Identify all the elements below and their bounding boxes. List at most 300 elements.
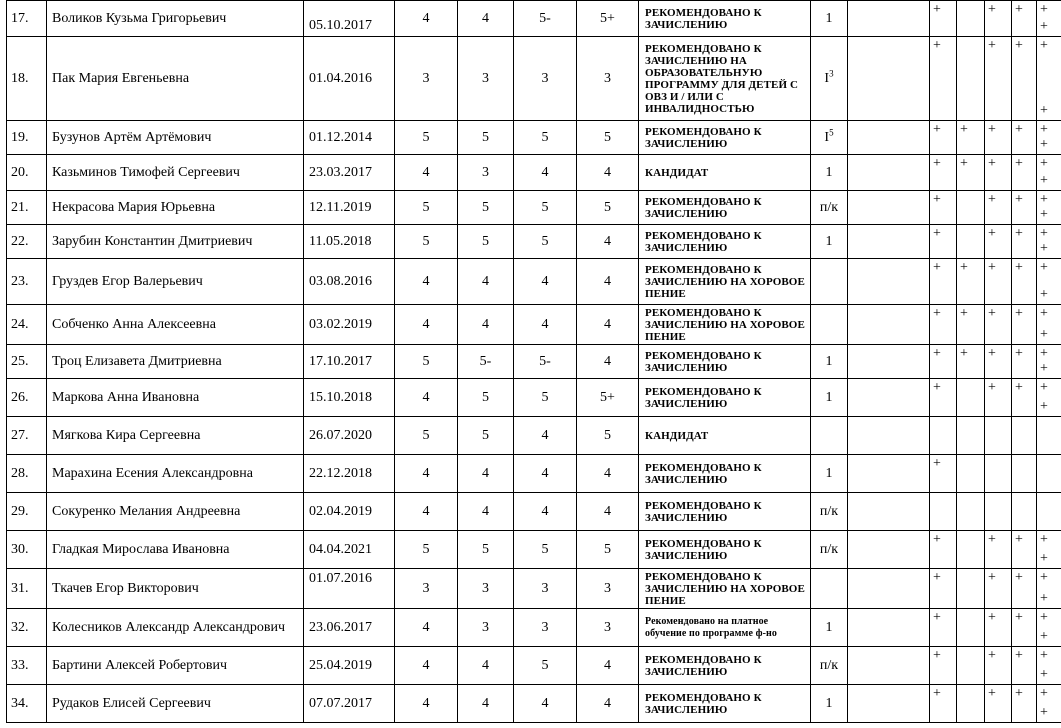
grade-1: 5: [395, 121, 458, 155]
plus-mark: +: [960, 260, 968, 275]
plus-mark: +: [933, 2, 941, 17]
mark-cell-5: [1037, 647, 1061, 685]
mark-cell-3: [985, 1, 1012, 37]
class-cell: [811, 305, 848, 345]
student-name: Марахина Есения Александровна: [47, 455, 304, 493]
grade-2: 4: [458, 493, 514, 531]
mark-cell-2: [957, 455, 985, 493]
class-superscript: 5: [829, 126, 834, 137]
row-number: 28.: [7, 455, 47, 493]
grade-3: 5: [514, 121, 577, 155]
grade-2: 3: [458, 569, 514, 609]
plus-mark: +: [1040, 705, 1048, 720]
birth-date: 22.12.2018: [304, 455, 395, 493]
grade-4: 4: [577, 685, 639, 723]
grade-3: 5-: [514, 345, 577, 379]
plus-mark: +: [1040, 122, 1048, 137]
birth-date: 03.02.2019: [304, 305, 395, 345]
mark-cell-1: [930, 1, 957, 37]
grade-2: 4: [458, 259, 514, 305]
grade-3: 5: [514, 379, 577, 417]
grade-1: 4: [395, 455, 458, 493]
table-row: [7, 1, 1061, 37]
plus-mark: +: [988, 346, 996, 361]
plus-mark: +: [988, 122, 996, 137]
table-row: [7, 685, 1061, 723]
grade-3: 5: [514, 531, 577, 569]
student-name: Пак Мария Евгеньевна: [47, 37, 304, 121]
class-cell: [811, 155, 848, 191]
plus-mark: +: [933, 610, 941, 625]
row-number: 27.: [7, 417, 47, 455]
birth-date: 01.07.2016: [304, 569, 395, 609]
grade-4: 4: [577, 259, 639, 305]
mark-cell-5: [1037, 225, 1061, 259]
grade-1: 5: [395, 417, 458, 455]
grade-4: 5+: [577, 379, 639, 417]
mark-cell-4: [1012, 685, 1037, 723]
mark-cell-4: [1012, 37, 1037, 121]
status-text: РЕКОМЕНДОВАНО К ЗАЧИСЛЕНИЮ: [639, 345, 811, 379]
mark-cell-1: [930, 225, 957, 259]
mark-cell-3: [985, 569, 1012, 609]
mark-cell-2: [957, 259, 985, 305]
plus-mark: +: [1040, 551, 1048, 566]
row-number: 31.: [7, 569, 47, 609]
grade-4: 4: [577, 647, 639, 685]
plus-mark: +: [933, 456, 941, 471]
table-body: [7, 1, 1061, 723]
class-cell: [811, 37, 848, 121]
empty-cell: [848, 609, 930, 647]
mark-cell-3: [985, 121, 1012, 155]
student-name: Ткачев Егор Викторович: [47, 569, 304, 609]
row-number: 33.: [7, 647, 47, 685]
plus-mark: +: [933, 346, 941, 361]
plus-mark: +: [1040, 629, 1048, 644]
mark-cell-2: [957, 609, 985, 647]
grade-4: 4: [577, 493, 639, 531]
birth-date: 02.04.2019: [304, 493, 395, 531]
plus-mark: +: [1040, 532, 1048, 547]
student-name: Гладкая Мирослава Ивановна: [47, 531, 304, 569]
mark-cell-5: [1037, 493, 1061, 531]
grade-3: 4: [514, 685, 577, 723]
table-row: [7, 37, 1061, 121]
grade-1: 5: [395, 225, 458, 259]
plus-mark: +: [1040, 137, 1048, 152]
student-name: Бартини Алексей Робертович: [47, 647, 304, 685]
grade-2: 4: [458, 1, 514, 37]
empty-cell: [848, 417, 930, 455]
mark-cell-4: [1012, 155, 1037, 191]
class-value: п/к: [819, 503, 839, 519]
plus-mark: +: [933, 122, 941, 137]
status-text: РЕКОМЕНДОВАНО К ЗАЧИСЛЕНИЮ: [639, 379, 811, 417]
status-text: РЕКОМЕНДОВАНО К ЗАЧИСЛЕНИЮ НА ХОРОВОЕ ПЕНИЕ: [639, 259, 811, 305]
grade-3: 5: [514, 647, 577, 685]
mark-cell-5: [1037, 569, 1061, 609]
birth-date: 11.05.2018: [304, 225, 395, 259]
status-text: РЕКОМЕНДОВАНО К ЗАЧИСЛЕНИЮ: [639, 685, 811, 723]
plus-mark: +: [1040, 361, 1048, 376]
table-row: [7, 121, 1061, 155]
class-cell: [811, 379, 848, 417]
plus-mark: +: [933, 38, 941, 53]
mark-cell-4: [1012, 609, 1037, 647]
mark-cell-3: [985, 531, 1012, 569]
mark-cell-3: [985, 155, 1012, 191]
student-name: Рудаков Елисей Сергеевич: [47, 685, 304, 723]
student-name: Воликов Кузьма Григорьевич: [47, 1, 304, 37]
grade-2: 5: [458, 191, 514, 225]
mark-cell-5: [1037, 191, 1061, 225]
class-value: 1: [825, 389, 833, 405]
table-row: [7, 647, 1061, 685]
mark-cell-2: [957, 685, 985, 723]
student-name: Собченко Анна Алексеевна: [47, 305, 304, 345]
status-text: РЕКОМЕНДОВАНО К ЗАЧИСЛЕНИЮ НА ОБРАЗОВАТЕЛЬНУЮ ПРОГРАММУ ДЛЯ ДЕТЕЙ С ОВЗ И / ИЛИ С ИНВАЛИДНОСТЬЮ: [639, 37, 811, 121]
class-cell: [811, 685, 848, 723]
mark-cell-2: [957, 345, 985, 379]
mark-cell-1: [930, 531, 957, 569]
empty-cell: [848, 493, 930, 531]
row-number: 17.: [7, 1, 47, 37]
grade-4: 3: [577, 37, 639, 121]
mark-cell-3: [985, 647, 1012, 685]
plus-mark: +: [1015, 380, 1023, 395]
grade-1: 4: [395, 259, 458, 305]
class-value: 1: [825, 619, 833, 635]
grade-2: 4: [458, 305, 514, 345]
mark-cell-5: [1037, 531, 1061, 569]
plus-mark: +: [933, 226, 941, 241]
plus-mark: +: [960, 156, 968, 171]
row-number: 19.: [7, 121, 47, 155]
mark-cell-2: [957, 305, 985, 345]
class-value: п/к: [819, 199, 839, 215]
grade-4: 5: [577, 191, 639, 225]
mark-cell-1: [930, 379, 957, 417]
mark-cell-1: [930, 37, 957, 121]
mark-cell-2: [957, 647, 985, 685]
class-value: п/к: [819, 541, 839, 557]
grade-2: 5: [458, 379, 514, 417]
grade-4: 5: [577, 121, 639, 155]
mark-cell-5: [1037, 259, 1061, 305]
mark-cell-1: [930, 493, 957, 531]
class-cell: [811, 531, 848, 569]
mark-cell-1: [930, 155, 957, 191]
table-row: [7, 569, 1061, 609]
empty-cell: [848, 685, 930, 723]
row-number: 23.: [7, 259, 47, 305]
grade-4: 3: [577, 609, 639, 647]
plus-mark: +: [1040, 103, 1048, 118]
mark-cell-1: [930, 455, 957, 493]
status-text: КАНДИДАТ: [639, 417, 811, 455]
plus-mark: +: [1015, 260, 1023, 275]
empty-cell: [848, 121, 930, 155]
mark-cell-4: [1012, 569, 1037, 609]
mark-cell-2: [957, 417, 985, 455]
plus-mark: +: [960, 306, 968, 321]
birth-date: 25.04.2019: [304, 647, 395, 685]
table-row: [7, 455, 1061, 493]
grade-1: 3: [395, 569, 458, 609]
mark-cell-3: [985, 493, 1012, 531]
mark-cell-5: [1037, 609, 1061, 647]
empty-cell: [848, 37, 930, 121]
grade-2: 5: [458, 225, 514, 259]
table-row: [7, 345, 1061, 379]
plus-mark: +: [1015, 686, 1023, 701]
row-number: 24.: [7, 305, 47, 345]
grade-2: 4: [458, 455, 514, 493]
plus-mark: +: [1040, 2, 1048, 17]
plus-mark: +: [1040, 306, 1048, 321]
status-text: РЕКОМЕНДОВАНО К ЗАЧИСЛЕНИЮ НА ХОРОВОЕ ПЕНИЕ: [639, 569, 811, 609]
plus-mark: +: [988, 226, 996, 241]
mark-cell-1: [930, 191, 957, 225]
status-text: Рекомендовано на платное обучение по программе ф-но: [639, 609, 811, 647]
class-value: I: [824, 70, 830, 86]
plus-mark: +: [933, 156, 941, 171]
table-row: [7, 305, 1061, 345]
enrollment-table: [6, 0, 1061, 723]
class-cell: [811, 647, 848, 685]
grade-3: 4: [514, 493, 577, 531]
plus-mark: +: [1015, 192, 1023, 207]
class-cell: [811, 225, 848, 259]
mark-cell-5: [1037, 455, 1061, 493]
grade-1: 4: [395, 379, 458, 417]
mark-cell-1: [930, 305, 957, 345]
empty-cell: [848, 155, 930, 191]
mark-cell-5: [1037, 379, 1061, 417]
grade-2: 5: [458, 417, 514, 455]
grade-1: 3: [395, 37, 458, 121]
student-name: Маркова Анна Ивановна: [47, 379, 304, 417]
mark-cell-4: [1012, 379, 1037, 417]
status-text: КАНДИДАТ: [639, 155, 811, 191]
birth-date: 04.04.2021: [304, 531, 395, 569]
status-text: РЕКОМЕНДОВАНО К ЗАЧИСЛЕНИЮ: [639, 455, 811, 493]
mark-cell-4: [1012, 191, 1037, 225]
plus-mark: +: [1040, 207, 1048, 222]
mark-cell-3: [985, 417, 1012, 455]
grade-3: 4: [514, 259, 577, 305]
plus-mark: +: [1040, 591, 1048, 606]
mark-cell-3: [985, 455, 1012, 493]
mark-cell-3: [985, 345, 1012, 379]
mark-cell-3: [985, 305, 1012, 345]
grade-4: 4: [577, 225, 639, 259]
student-name: Колесников Александр Александрович: [47, 609, 304, 647]
plus-mark: +: [1040, 380, 1048, 395]
class-cell: [811, 259, 848, 305]
mark-cell-2: [957, 155, 985, 191]
plus-mark: +: [933, 532, 941, 547]
grade-3: 3: [514, 569, 577, 609]
plus-mark: +: [933, 306, 941, 321]
birth-date: 23.06.2017: [304, 609, 395, 647]
class-value: 1: [825, 10, 833, 26]
empty-cell: [848, 531, 930, 569]
plus-mark: +: [1015, 570, 1023, 585]
mark-cell-1: [930, 121, 957, 155]
plus-mark: +: [1040, 156, 1048, 171]
grade-2: 3: [458, 155, 514, 191]
status-text: РЕКОМЕНДОВАНО К ЗАЧИСЛЕНИЮ: [639, 647, 811, 685]
class-value: 1: [825, 164, 833, 180]
class-cell: [811, 493, 848, 531]
mark-cell-5: [1037, 685, 1061, 723]
plus-mark: +: [1040, 570, 1048, 585]
grade-1: 4: [395, 609, 458, 647]
mark-cell-2: [957, 493, 985, 531]
grade-3: 5: [514, 191, 577, 225]
grade-4: 4: [577, 455, 639, 493]
row-number: 20.: [7, 155, 47, 191]
grade-1: 4: [395, 493, 458, 531]
plus-mark: +: [933, 686, 941, 701]
class-value: 1: [825, 233, 833, 249]
grade-3: 5: [514, 225, 577, 259]
grade-2: 3: [458, 609, 514, 647]
mark-cell-2: [957, 191, 985, 225]
empty-cell: [848, 345, 930, 379]
mark-cell-2: [957, 121, 985, 155]
mark-cell-4: [1012, 1, 1037, 37]
plus-mark: +: [1015, 156, 1023, 171]
mark-cell-3: [985, 609, 1012, 647]
plus-mark: +: [1040, 648, 1048, 663]
grade-1: 4: [395, 1, 458, 37]
status-text: РЕКОМЕНДОВАНО К ЗАЧИСЛЕНИЮ: [639, 225, 811, 259]
grade-1: 4: [395, 647, 458, 685]
mark-cell-2: [957, 225, 985, 259]
mark-cell-5: [1037, 417, 1061, 455]
table-row: [7, 609, 1061, 647]
grade-2: 3: [458, 37, 514, 121]
mark-cell-4: [1012, 225, 1037, 259]
class-cell: [811, 417, 848, 455]
mark-cell-3: [985, 685, 1012, 723]
plus-mark: +: [988, 2, 996, 17]
mark-cell-1: [930, 609, 957, 647]
plus-mark: +: [988, 610, 996, 625]
birth-date: 01.12.2014: [304, 121, 395, 155]
plus-mark: +: [1040, 192, 1048, 207]
table-row: [7, 531, 1061, 569]
mark-cell-3: [985, 37, 1012, 121]
grade-4: 4: [577, 305, 639, 345]
plus-mark: +: [933, 648, 941, 663]
mark-cell-4: [1012, 455, 1037, 493]
empty-cell: [848, 305, 930, 345]
table-row: [7, 259, 1061, 305]
class-cell: [811, 1, 848, 37]
plus-mark: +: [933, 260, 941, 275]
grade-3: 3: [514, 609, 577, 647]
mark-cell-1: [930, 345, 957, 379]
mark-cell-2: [957, 379, 985, 417]
mark-cell-2: [957, 1, 985, 37]
class-value: I: [824, 129, 830, 145]
student-name: Груздев Егор Валерьевич: [47, 259, 304, 305]
row-number: 26.: [7, 379, 47, 417]
grade-2: 4: [458, 685, 514, 723]
grade-2: 4: [458, 647, 514, 685]
grade-3: 3: [514, 37, 577, 121]
grade-3: 5-: [514, 1, 577, 37]
plus-mark: +: [1040, 19, 1048, 34]
plus-mark: +: [1015, 226, 1023, 241]
mark-cell-3: [985, 259, 1012, 305]
mark-cell-1: [930, 647, 957, 685]
status-text: РЕКОМЕНДОВАНО К ЗАЧИСЛЕНИЮ: [639, 493, 811, 531]
class-superscript: 3: [829, 67, 834, 78]
row-number: 21.: [7, 191, 47, 225]
student-name: Бузунов Артём Артёмович: [47, 121, 304, 155]
empty-cell: [848, 569, 930, 609]
student-name: Мягкова Кира Сергеевна: [47, 417, 304, 455]
empty-cell: [848, 225, 930, 259]
birth-date: 07.07.2017: [304, 685, 395, 723]
mark-cell-1: [930, 417, 957, 455]
mark-cell-5: [1037, 305, 1061, 345]
mark-cell-1: [930, 685, 957, 723]
empty-cell: [848, 1, 930, 37]
table-row: [7, 225, 1061, 259]
mark-cell-1: [930, 569, 957, 609]
plus-mark: +: [933, 380, 941, 395]
birth-date: 03.08.2016: [304, 259, 395, 305]
birth-date: 05.10.2017: [304, 1, 395, 37]
birth-date: 12.11.2019: [304, 191, 395, 225]
mark-cell-5: [1037, 345, 1061, 379]
student-name: Троц Елизавета Дмитриевна: [47, 345, 304, 379]
table-row: [7, 379, 1061, 417]
mark-cell-4: [1012, 345, 1037, 379]
grade-4: 4: [577, 345, 639, 379]
plus-mark: +: [1040, 610, 1048, 625]
grade-2: 5: [458, 531, 514, 569]
mark-cell-4: [1012, 121, 1037, 155]
grade-4: 5+: [577, 1, 639, 37]
grade-1: 4: [395, 155, 458, 191]
grade-4: 3: [577, 569, 639, 609]
class-value: 1: [825, 465, 833, 481]
mark-cell-2: [957, 37, 985, 121]
student-name: Зарубин Константин Дмитриевич: [47, 225, 304, 259]
class-cell: [811, 609, 848, 647]
mark-cell-4: [1012, 305, 1037, 345]
plus-mark: +: [988, 648, 996, 663]
class-value: п/к: [819, 657, 839, 673]
grade-4: 5: [577, 417, 639, 455]
plus-mark: +: [1040, 38, 1048, 53]
mark-cell-2: [957, 569, 985, 609]
mark-cell-1: [930, 259, 957, 305]
empty-cell: [848, 191, 930, 225]
table-row: [7, 155, 1061, 191]
mark-cell-2: [957, 531, 985, 569]
empty-cell: [848, 455, 930, 493]
birth-date: 17.10.2017: [304, 345, 395, 379]
birth-date: 01.04.2016: [304, 37, 395, 121]
